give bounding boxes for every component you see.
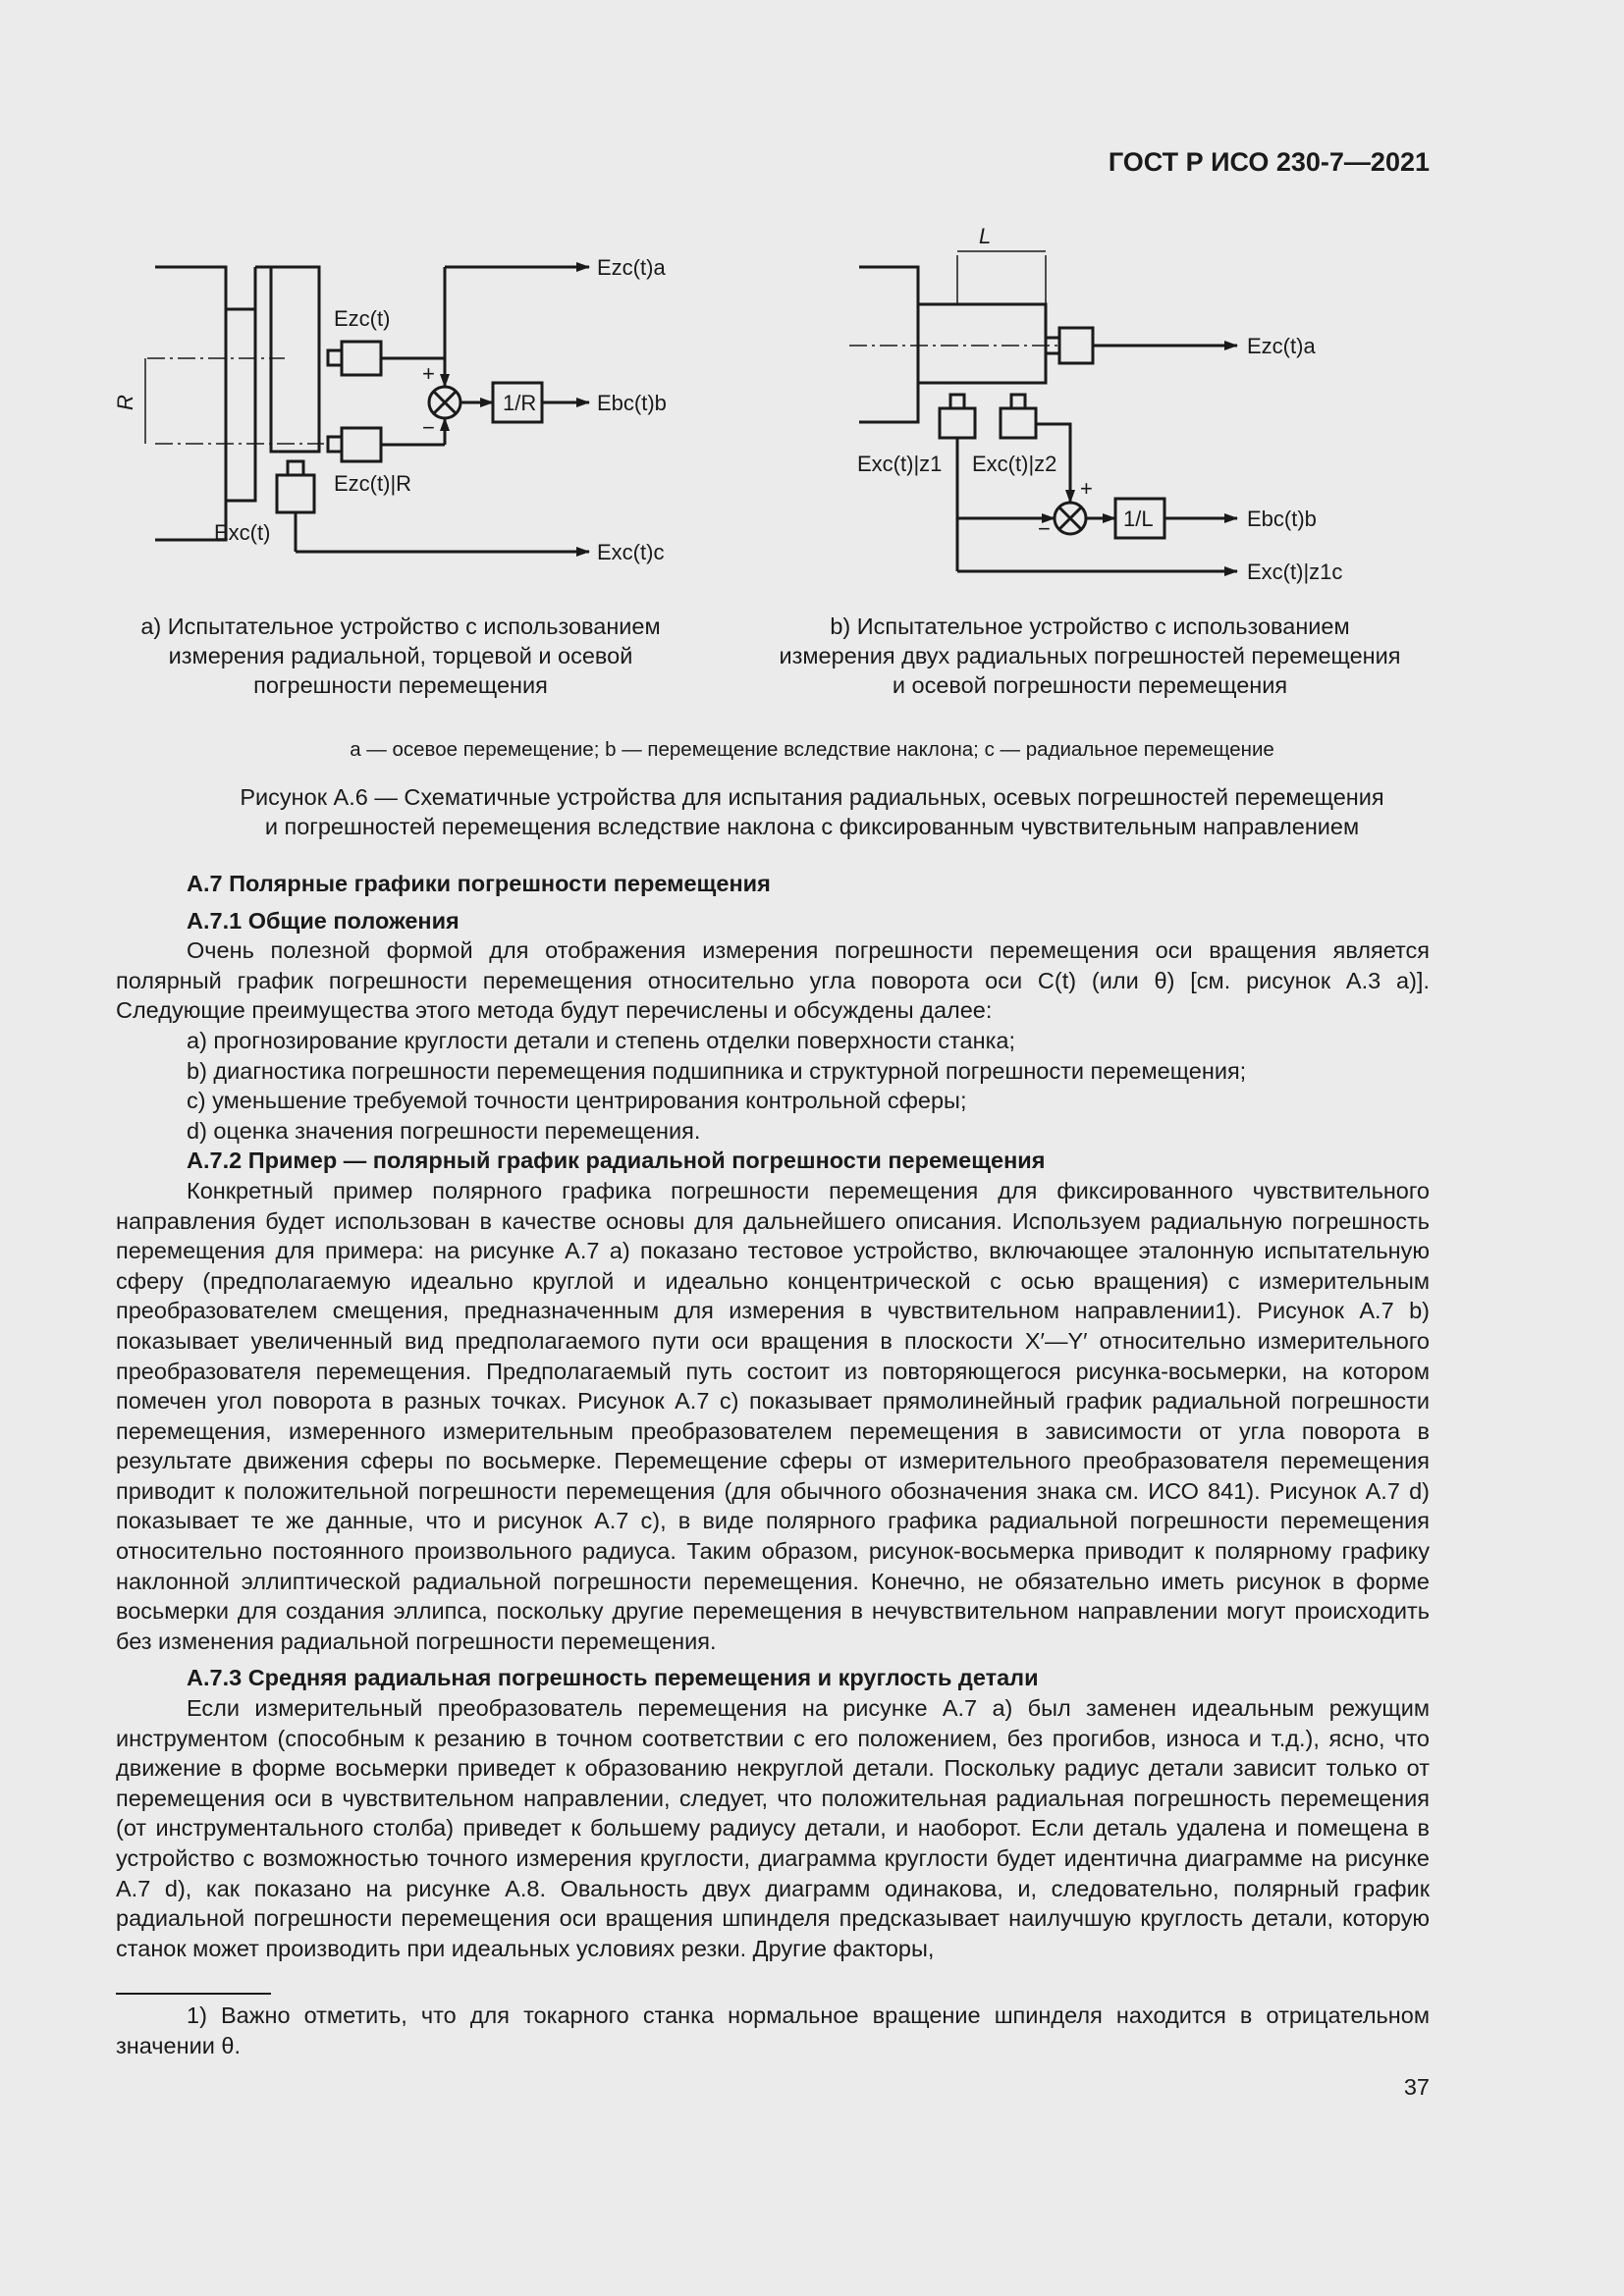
section-a7-heading: А.7 Полярные графики погрешности перемещения <box>187 871 771 896</box>
label-l: L <box>979 224 992 248</box>
figure-a-diagram <box>113 226 697 589</box>
label-r: R <box>113 395 137 410</box>
footnote: 1) Важно отметить, что для токарного станка нормальное вращение шпинделя находится в отрицательном значении θ. <box>116 2002 1430 2058</box>
figure-title: Рисунок А.6 — Схематичные устройства для испытания радиальных, осевых погрешностей перемещения и погрешностей перемещения вследствие наклона с фиксированным чувствительным направлением <box>240 784 1384 839</box>
section-a73-heading: А.7.3 Средняя радиальная погрешность перемещения и круглость детали <box>187 1665 1039 1691</box>
figure-b <box>835 226 1384 599</box>
label-one-over-r: 1/R <box>503 391 537 415</box>
figure-a <box>113 226 697 589</box>
document-header: ГОСТ Р ИСО 230-7—2021 <box>1108 147 1430 177</box>
label-exc-out: Exc(t)c <box>597 540 665 564</box>
footnote-divider <box>116 1993 271 1995</box>
label-ezc-top: Ezc(t)a <box>597 255 666 280</box>
figure-b-caption: b) Испытательное устройство с использованием измерения двух радиальных погрешностей перемещения и осевой погрешности перемещения <box>779 614 1401 698</box>
page-number: 37 <box>1403 2074 1430 2100</box>
label-ezc-sensor: Ezc(t) <box>334 306 391 331</box>
label-one-over-l: 1/L <box>1123 507 1154 531</box>
label-plus: + <box>422 361 435 386</box>
section-a72-text: Конкретный пример полярного графика погрешности перемещения для фиксированного чувствительного направления будет использован в качестве основы для дальнейшего описания. Используем радиальную погрешность перемещения для примера: на рисунке А.7 а) показано тестовое устройство, включающее эталонную испытательную сферу (предполагаемую идеально круглой и идеально концентрической с осью вращения) с измерительным преобразователем смещения, предназначенным для измерения в чувствительном направлении1). Рисунок А.7 b) показывает увеличенный вид предполагаемого пути оси вращения в плоскости X′—Y′ относительно измерительного преобразователя перемещения. Предполагаемый путь состоит из повторяющегося рисунка-восьмерки, на котором помечен угол поворота в разных точках. Рисунок А.7 с) показывает прямолинейный график радиальной погрешности перемещения, измеренного измерительным преобразователем перемещения в зависимости от угла поворота в результате движения сферы по восьмерке. Перемещение сферы от измерительного преобразователя перемещения приводит к положительной погрешности перемещения (для обычного обозначения знака см. ИСО 841). Рисунок А.7 d) показывает те же данные, что и рисунок А.7 с), в виде полярного графика радиальной погрешности перемещения относительно постоянного произвольного радиуса. Таким образом, рисунок-восьмерка приводит к полярному графику наклонной эллиптической радиальной погрешности перемещения. Конечно, не обязательно иметь рисунок в форме восьмерки для создания эллипса, поскольку другие перемещения в нечувствительном направлении могут происходить без изменения радиальной погрешности перемещения. <box>116 1177 1430 1654</box>
label-plus: + <box>1080 476 1093 501</box>
figure-notes: a — осевое перемещение; b — перемещение вследствие наклона; c — радиальное перемещение <box>350 738 1274 761</box>
section-a72-heading: А.7.2 Пример — полярный график радиальной погрешности перемещения <box>187 1148 1046 1174</box>
document-body <box>116 869 1430 1963</box>
label-exc-sensor: Exc(t) <box>214 520 271 545</box>
list-item: a) прогнозирование круглости детали и степень отделки поверхности станка; <box>187 1027 1015 1053</box>
label-ezc: Ezc(t)a <box>1247 334 1316 358</box>
section-a71-heading: А.7.1 Общие положения <box>187 907 460 934</box>
section-a71-text: Очень полезной формой для отображения измерения погрешности перемещения оси вращения является полярный график погрешности перемещения относительно угла поворота оси C(t) (или θ) [см. рисунок А.3 а)]. Следующие преимущества этого метода будут перечислены и обсуждены далее: <box>116 937 1430 1024</box>
figure-b-diagram <box>835 226 1384 599</box>
figure-a-caption: a) Испытательное устройство с использованием измерения радиальной, торцевой и осевой погрешности перемещения <box>140 614 661 698</box>
label-exc-z2: Exc(t)|z2 <box>972 452 1057 476</box>
label-exc-z1: Exc(t)|z1 <box>857 452 943 476</box>
list-item: b) диагностика погрешности перемещения подшипника и структурной погрешности перемещения; <box>187 1057 1247 1084</box>
label-exc-out: Exc(t)|z1c <box>1247 560 1343 584</box>
section-a73-text: Если измерительный преобразователь перемещения на рисунке А.7 а) был заменен идеальным режущим инструментом (способным к резанию в точном соответствии с его положением, без прогибов, износа и т.д.), ясно, что движение в форме восьмерки приведет к образованию некруглой детали. Поскольку радиус детали зависит только от перемещения оси в чувствительном направлении, следует, что положительная радиальная погрешность перемещения (от инструментального столба) приведет к большему радиусу детали, и наоборот. Если деталь удалена и помещена в устройство с возможностью точного измерения круглости, диаграмма круглости будет идентична диаграмме на рисунке А.7 d), как показано на рисунке А.8. Овальность двух диаграмм одинакова, и, следовательно, полярный график радиальной погрешности перемещения оси вращения шпинделя предсказывает наилучшую круглость детали, которую станок может производить при идеальных условиях резки. Другие факторы, <box>116 1695 1430 1961</box>
label-minus: − <box>1038 516 1051 541</box>
list-item: d) оценка значения погрешности перемещения. <box>187 1117 701 1144</box>
label-ebc: Ebc(t)b <box>597 391 667 415</box>
list-item: c) уменьшение требуемой точности центрирования контрольной сферы; <box>187 1088 967 1114</box>
label-minus: − <box>422 415 435 440</box>
label-ezc-r: Ezc(t)|R <box>334 471 412 496</box>
label-ebc: Ebc(t)b <box>1247 507 1317 531</box>
